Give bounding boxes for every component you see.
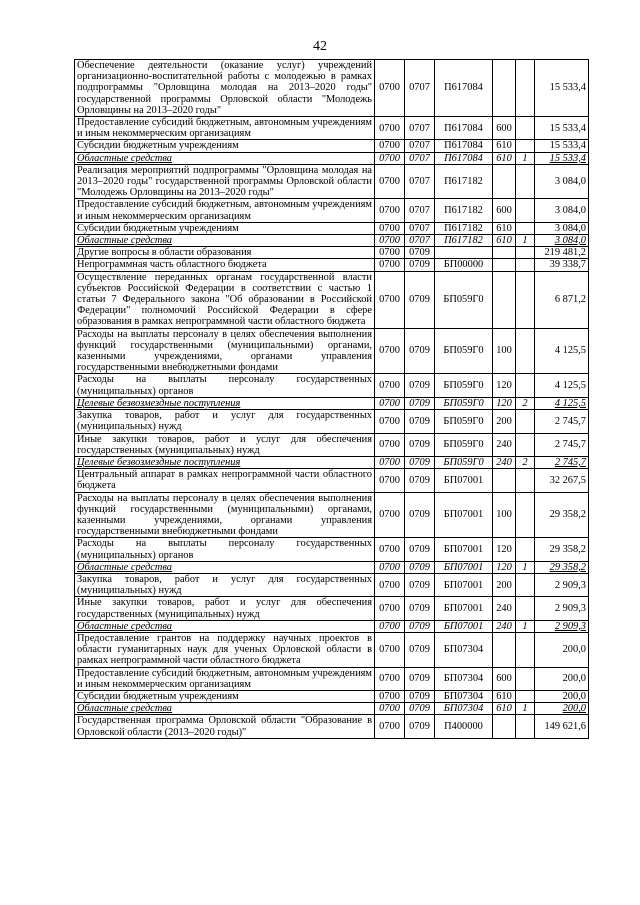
cell-subsection: 0707 [405,199,435,222]
cell-amount: 15 533,4 [535,152,589,164]
cell-section: 0700 [375,117,405,140]
cell-description: Областные средства [75,620,375,632]
cell-description: Расходы на выплаты персоналу государственных (муниципальных) органов [75,374,375,397]
cell-expense-type: 610 [493,235,516,247]
table-row [75,235,589,247]
cell-section: 0700 [375,433,405,456]
cell-source [516,259,535,271]
cell-subsection: 0709 [405,715,435,738]
cell-amount: 219 481,2 [535,247,589,259]
cell-subsection: 0707 [405,235,435,247]
cell-subsection: 0709 [405,328,435,374]
cell-expense-type [493,715,516,738]
cell-description: Государственная программа Орловской области "Образование в Орловской области (2013–2020 годы)" [75,715,375,738]
cell-subsection: 0707 [405,117,435,140]
cell-expense-type [493,247,516,259]
cell-description: Субсидии бюджетным учреждениям [75,140,375,152]
cell-target-item: БП07001 [435,561,493,573]
cell-subsection: 0709 [405,247,435,259]
cell-expense-type: 240 [493,456,516,468]
cell-target-item: П617182 [435,164,493,199]
cell-target-item: БП07304 [435,690,493,702]
cell-description: Осуществление переданных органам государственной власти субъектов Российской Федерации в соответствии с частью 1 статьи 7 Федерального закона "Об образовании в Российской Федерации" полномочий Российской Федерации в сфере образования в рамках непрограммной части областного бюджета [75,271,375,328]
cell-source [516,433,535,456]
cell-target-item: БП059Г0 [435,456,493,468]
cell-description: Субсидии бюджетным учреждениям [75,690,375,702]
cell-amount: 2 745,7 [535,433,589,456]
cell-section: 0700 [375,271,405,328]
cell-target-item: П617084 [435,60,493,117]
cell-section: 0700 [375,538,405,561]
cell-subsection: 0709 [405,469,435,492]
table-row [75,410,589,433]
cell-expense-type: 240 [493,433,516,456]
cell-target-item: БП07304 [435,667,493,690]
cell-source: 1 [516,152,535,164]
cell-target-item: БП07001 [435,573,493,596]
table-row [75,561,589,573]
table-row [75,259,589,271]
cell-amount: 3 084,0 [535,222,589,234]
cell-expense-type [493,164,516,199]
cell-target-item: БП07304 [435,632,493,667]
cell-section: 0700 [375,397,405,409]
cell-amount: 29 358,2 [535,561,589,573]
cell-description: Центральный аппарат в рамках непрограммной части областного бюджета [75,469,375,492]
cell-target-item: П400000 [435,715,493,738]
cell-subsection: 0707 [405,164,435,199]
cell-source [516,715,535,738]
table-row [75,492,589,538]
cell-amount: 200,0 [535,667,589,690]
cell-amount: 15 533,4 [535,60,589,117]
cell-section: 0700 [375,667,405,690]
cell-description: Расходы на выплаты персоналу в целях обеспечения выполнения функций государственными (муниципальными) органами, казенными учреждениями, органами управления государственными внебюджетными фондами [75,492,375,538]
table-row [75,469,589,492]
cell-expense-type [493,259,516,271]
cell-target-item: БП07001 [435,538,493,561]
cell-source [516,573,535,596]
cell-expense-type [493,469,516,492]
cell-section: 0700 [375,456,405,468]
cell-expense-type: 610 [493,140,516,152]
cell-expense-type: 610 [493,690,516,702]
cell-description: Областные средства [75,235,375,247]
cell-amount: 200,0 [535,690,589,702]
table-row [75,140,589,152]
table-row [75,199,589,222]
table-row [75,152,589,164]
cell-description: Другие вопросы в области образования [75,247,375,259]
cell-section: 0700 [375,561,405,573]
cell-section: 0700 [375,199,405,222]
cell-section: 0700 [375,597,405,620]
cell-source: 1 [516,561,535,573]
cell-section: 0700 [375,222,405,234]
cell-amount: 15 533,4 [535,140,589,152]
cell-section: 0700 [375,328,405,374]
cell-target-item [435,247,493,259]
cell-source [516,60,535,117]
cell-description: Реализация мероприятий подпрограммы "Орловщина молодая на 2013–2020 годы" государственной программы Орловской области "Молодежь Орловщины на 2013–2020 годы" [75,164,375,199]
cell-target-item: БП059Г0 [435,397,493,409]
table-row [75,620,589,632]
cell-amount: 2 909,3 [535,573,589,596]
cell-amount: 4 125,5 [535,374,589,397]
cell-subsection: 0707 [405,222,435,234]
cell-subsection: 0709 [405,397,435,409]
budget-table [74,59,589,739]
cell-expense-type: 200 [493,573,516,596]
cell-source: 1 [516,703,535,715]
cell-subsection: 0709 [405,597,435,620]
page-number: 42 [313,39,327,54]
cell-target-item: БП059Г0 [435,374,493,397]
cell-subsection: 0709 [405,632,435,667]
cell-subsection: 0709 [405,374,435,397]
table-row [75,164,589,199]
cell-source [516,469,535,492]
cell-section: 0700 [375,469,405,492]
budget-table-body [75,60,589,739]
cell-subsection: 0709 [405,620,435,632]
cell-section: 0700 [375,492,405,538]
cell-target-item: БП07001 [435,597,493,620]
cell-description: Непрограммная часть областного бюджета [75,259,375,271]
cell-description: Субсидии бюджетным учреждениям [75,222,375,234]
cell-section: 0700 [375,235,405,247]
table-row [75,222,589,234]
cell-amount: 3 084,0 [535,164,589,199]
cell-section: 0700 [375,164,405,199]
cell-expense-type [493,271,516,328]
cell-section: 0700 [375,374,405,397]
cell-expense-type: 120 [493,561,516,573]
cell-description: Предоставление субсидий бюджетным, автономным учреждениям и иным некоммерческим организациям [75,117,375,140]
cell-source [516,117,535,140]
cell-description: Областные средства [75,152,375,164]
cell-source [516,140,535,152]
cell-amount: 4 125,5 [535,397,589,409]
cell-description: Целевые безвозмездные поступления [75,397,375,409]
cell-source [516,271,535,328]
cell-section: 0700 [375,690,405,702]
table-row [75,597,589,620]
cell-source: 1 [516,620,535,632]
cell-amount: 29 358,2 [535,538,589,561]
cell-source [516,328,535,374]
table-row [75,632,589,667]
cell-source [516,667,535,690]
cell-expense-type: 100 [493,492,516,538]
cell-source [516,374,535,397]
cell-subsection: 0709 [405,667,435,690]
cell-expense-type [493,632,516,667]
cell-expense-type: 610 [493,222,516,234]
cell-section: 0700 [375,247,405,259]
cell-subsection: 0709 [405,456,435,468]
cell-description: Предоставление субсидий бюджетным, автономным учреждениям и иным некоммерческим организациям [75,667,375,690]
cell-source [516,247,535,259]
table-row [75,397,589,409]
cell-target-item: БП059Г0 [435,271,493,328]
cell-amount: 29 358,2 [535,492,589,538]
cell-amount: 32 267,5 [535,469,589,492]
cell-description: Закупка товаров, работ и услуг для государственных (муниципальных) нужд [75,410,375,433]
cell-description: Расходы на выплаты персоналу в целях обеспечения выполнения функций государственными (муниципальными) органами, казенными учреждениями, органами управления государственными внебюджетными фондами [75,328,375,374]
cell-source: 2 [516,397,535,409]
cell-expense-type: 600 [493,199,516,222]
cell-target-item: БП00000 [435,259,493,271]
cell-description: Предоставление грантов на поддержку научных проектов в области гуманитарных наук для ученых Орловской области в рамках непрограммной части областного бюджета [75,632,375,667]
cell-description: Областные средства [75,561,375,573]
cell-section: 0700 [375,410,405,433]
cell-target-item: П617084 [435,140,493,152]
cell-source [516,597,535,620]
cell-section: 0700 [375,573,405,596]
cell-subsection: 0707 [405,152,435,164]
cell-description: Целевые безвозмездные поступления [75,456,375,468]
cell-description: Иные закупки товаров, работ и услуг для обеспечения государственных (муниципальных) нужд [75,433,375,456]
cell-target-item: П617182 [435,222,493,234]
cell-expense-type: 120 [493,374,516,397]
table-row [75,690,589,702]
table-row [75,667,589,690]
cell-subsection: 0709 [405,573,435,596]
table-row [75,573,589,596]
cell-description: Обеспечение деятельности (оказание услуг) учреждений организационно-воспитательной работы с молодежью в рамках подпрограммы "Орловщина молодая на 2013–2020 годы" государственной программы Орловской области "Молодежь Орловщины на 2013–2020 годы" [75,60,375,117]
cell-source [516,164,535,199]
cell-expense-type [493,60,516,117]
cell-target-item: П617084 [435,117,493,140]
cell-amount: 39 338,7 [535,259,589,271]
cell-target-item: БП07304 [435,703,493,715]
cell-expense-type: 600 [493,117,516,140]
cell-amount: 149 621,6 [535,715,589,738]
cell-subsection: 0709 [405,410,435,433]
cell-target-item: БП059Г0 [435,410,493,433]
table-row [75,117,589,140]
table-row [75,715,589,738]
cell-amount: 15 533,4 [535,117,589,140]
table-row [75,433,589,456]
cell-subsection: 0709 [405,492,435,538]
cell-expense-type: 240 [493,620,516,632]
cell-expense-type: 240 [493,597,516,620]
cell-source: 2 [516,456,535,468]
cell-source [516,632,535,667]
cell-amount: 2 745,7 [535,410,589,433]
table-row [75,271,589,328]
cell-target-item: БП059Г0 [435,328,493,374]
cell-amount: 6 871,2 [535,271,589,328]
cell-section: 0700 [375,703,405,715]
cell-expense-type: 600 [493,667,516,690]
cell-description: Расходы на выплаты персоналу государственных (муниципальных) органов [75,538,375,561]
cell-description: Иные закупки товаров, работ и услуг для обеспечения государственных (муниципальных) нужд [75,597,375,620]
cell-section: 0700 [375,715,405,738]
cell-subsection: 0709 [405,433,435,456]
cell-target-item: П617182 [435,199,493,222]
cell-expense-type: 120 [493,538,516,561]
cell-source [516,222,535,234]
cell-subsection: 0709 [405,690,435,702]
table-row [75,374,589,397]
table-row [75,703,589,715]
cell-expense-type: 200 [493,410,516,433]
cell-subsection: 0709 [405,271,435,328]
cell-expense-type: 120 [493,397,516,409]
table-row [75,247,589,259]
table-row [75,60,589,117]
cell-amount: 3 084,0 [535,235,589,247]
cell-expense-type: 610 [493,152,516,164]
cell-section: 0700 [375,259,405,271]
cell-source [516,199,535,222]
cell-amount: 200,0 [535,703,589,715]
cell-subsection: 0707 [405,140,435,152]
cell-source [516,538,535,561]
table-row [75,538,589,561]
cell-source [516,410,535,433]
cell-source [516,492,535,538]
cell-expense-type: 100 [493,328,516,374]
cell-target-item: БП07001 [435,469,493,492]
cell-amount: 4 125,5 [535,328,589,374]
cell-target-item: П617182 [435,235,493,247]
cell-source: 1 [516,235,535,247]
cell-subsection: 0707 [405,60,435,117]
cell-section: 0700 [375,140,405,152]
cell-section: 0700 [375,152,405,164]
cell-amount: 3 084,0 [535,199,589,222]
cell-section: 0700 [375,632,405,667]
cell-description: Областные средства [75,703,375,715]
cell-section: 0700 [375,60,405,117]
table-row [75,328,589,374]
cell-subsection: 0709 [405,703,435,715]
table-row [75,456,589,468]
cell-target-item: БП059Г0 [435,433,493,456]
cell-target-item: БП07001 [435,492,493,538]
cell-section: 0700 [375,620,405,632]
cell-source [516,690,535,702]
cell-subsection: 0709 [405,561,435,573]
cell-amount: 2 909,3 [535,597,589,620]
cell-amount: 2 745,7 [535,456,589,468]
cell-description: Предоставление субсидий бюджетным, автономным учреждениям и иным некоммерческим организациям [75,199,375,222]
cell-description: Закупка товаров, работ и услуг для государственных (муниципальных) нужд [75,573,375,596]
cell-amount: 200,0 [535,632,589,667]
cell-subsection: 0709 [405,538,435,561]
cell-expense-type: 610 [493,703,516,715]
cell-amount: 2 909,3 [535,620,589,632]
cell-target-item: БП07001 [435,620,493,632]
cell-subsection: 0709 [405,259,435,271]
cell-target-item: П617084 [435,152,493,164]
